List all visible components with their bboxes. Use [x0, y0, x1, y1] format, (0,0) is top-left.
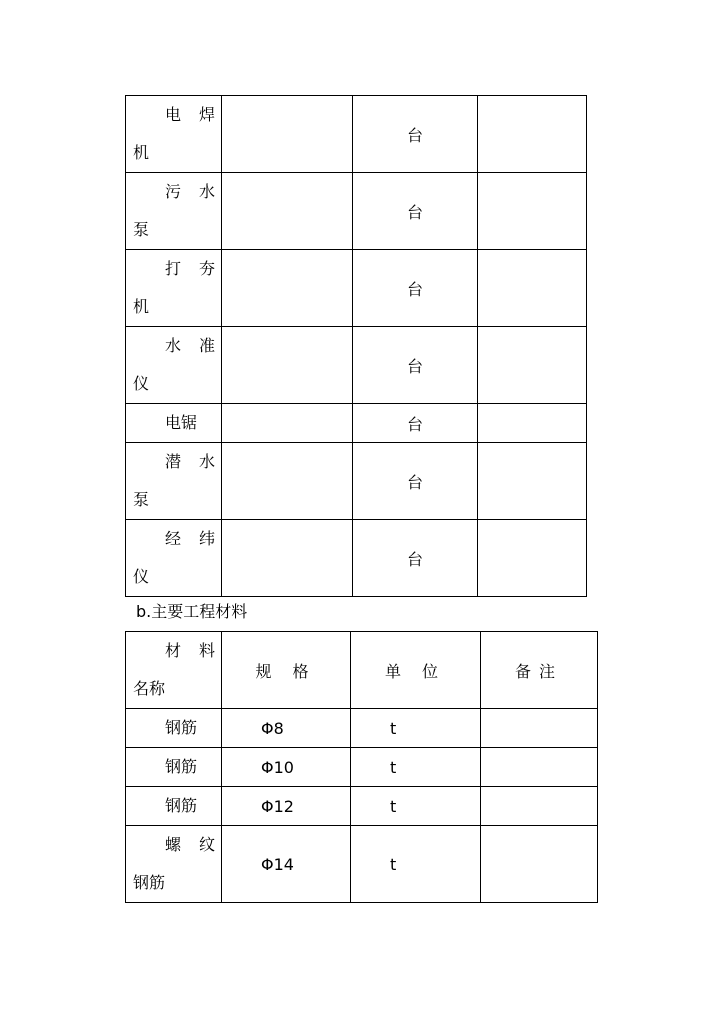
equipment-unit: 台: [353, 520, 478, 597]
equipment-name: 打 夯 机: [126, 250, 222, 327]
table-header-row: [126, 632, 598, 709]
equipment-unit: 台: [353, 443, 478, 520]
material-spec: Φ10: [222, 748, 351, 787]
equipment-unit: 台: [353, 173, 478, 250]
section-title: b.主要工程材料: [136, 602, 248, 621]
equipment-spec: [222, 520, 353, 597]
material-unit: t: [351, 826, 481, 903]
equipment-name: 潜 水 泵: [126, 443, 222, 520]
material-name: 钢筋: [126, 709, 222, 748]
material-name: 钢筋: [126, 748, 222, 787]
equipment-note: [478, 173, 587, 250]
material-unit: t: [351, 709, 481, 748]
material-note: [481, 787, 598, 826]
equipment-spec: [222, 404, 353, 443]
table-row: [126, 709, 598, 748]
table-row: [126, 787, 598, 826]
table-row: [126, 173, 587, 250]
material-note: [481, 709, 598, 748]
equipment-table: [125, 95, 587, 597]
material-spec: Φ14: [222, 826, 351, 903]
equipment-spec: [222, 327, 353, 404]
equipment-unit: 台: [353, 96, 478, 173]
table-row: [126, 96, 587, 173]
materials-table: [125, 631, 598, 903]
equipment-spec: [222, 250, 353, 327]
equipment-note: [478, 443, 587, 520]
header-unit: 单 位: [351, 632, 481, 709]
table-row: [126, 748, 598, 787]
material-note: [481, 748, 598, 787]
table-row: [126, 404, 587, 443]
equipment-note: [478, 96, 587, 173]
material-spec: Φ12: [222, 787, 351, 826]
table-row: [126, 826, 598, 903]
equipment-unit: 台: [353, 327, 478, 404]
equipment-unit: 台: [353, 250, 478, 327]
equipment-spec: [222, 443, 353, 520]
material-spec: Φ8: [222, 709, 351, 748]
equipment-name: 经 纬 仪: [126, 520, 222, 597]
header-spec: 规 格: [222, 632, 351, 709]
equipment-spec: [222, 96, 353, 173]
header-material-name: 材 料 名称: [126, 632, 222, 709]
header-note: 备注: [481, 632, 598, 709]
equipment-note: [478, 520, 587, 597]
material-name: 钢筋: [126, 787, 222, 826]
material-name: 螺 纹 钢筋: [126, 826, 222, 903]
equipment-note: [478, 327, 587, 404]
material-unit: t: [351, 787, 481, 826]
table-row: [126, 443, 587, 520]
table-row: [126, 520, 587, 597]
material-unit: t: [351, 748, 481, 787]
equipment-note: [478, 250, 587, 327]
equipment-name: 水 准 仪: [126, 327, 222, 404]
equipment-spec: [222, 173, 353, 250]
equipment-name: 电 焊 机: [126, 96, 222, 173]
equipment-note: [478, 404, 587, 443]
equipment-unit: 台: [353, 404, 478, 443]
table-row: [126, 327, 587, 404]
equipment-name: 电锯: [126, 404, 222, 443]
table-row: [126, 250, 587, 327]
equipment-name: 污 水 泵: [126, 173, 222, 250]
material-note: [481, 826, 598, 903]
